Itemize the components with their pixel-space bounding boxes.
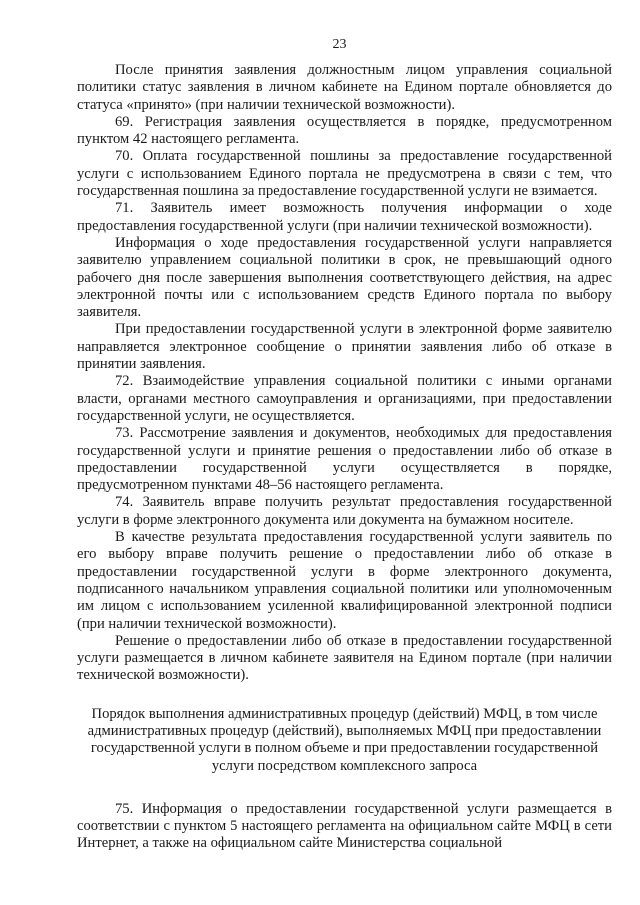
body-text-bottom <box>77 801 612 853</box>
paragraph: Информация о ходе предоставления государственной услуги направляется заявителю управлением социальной политики в срок, не превышающий одного рабочего дня после завершения выполнения соответствующего действия, на адрес электронной почты или с использованием средств Единого портала по выбору заявителя. <box>77 234 612 321</box>
paragraph-item-72: 72. Взаимодействие управления социальной политики с иными органами власти, органами местного самоуправления и организациями, при предоставлении государственной услуги, не осуществляется. <box>77 373 612 424</box>
body-text-top <box>77 62 612 685</box>
page-number: 23 <box>332 37 347 52</box>
paragraph-item-70: 70. Оплата государственной пошлины за предоставление государственной услуги с использованием Единого портала не предусмотрена в связи с тем, что государственная пошлина за предоставление государственной услуги не взимается. <box>77 148 612 200</box>
paragraph-item-71: 71. Заявитель имеет возможность получения информации о ходе предоставления государственной услуги (при наличии технической возможности). <box>77 200 612 234</box>
paragraph-item-75: 75. Информация о предоставлении государственной услуги размещается в соответствии с пунктом 5 настоящего регламента на официальном сайте МФЦ в сети Интернет, а также на официальном сайте Министерства социальной <box>77 800 612 852</box>
paragraph-item-73: 73. Рассмотрение заявления и документов, необходимых для предоставления государственной услуги и принятие решения о предоставлении либо об отказе в предоставлении государственной услуги осуществляется в порядке, предусмотренном пунктами 48–56 настоящего регламента. <box>77 425 612 494</box>
paragraph: После принятия заявления должностным лицом управления социальной политики статус заявления в личном кабинете на Едином портале обновляется до статуса «принято» (при наличии технической возможности). <box>77 62 612 113</box>
paragraph-item-74: 74. Заявитель вправе получить результат предоставления государственной услуги в форме электронного документа или документа на бумажном носителе. <box>77 494 612 528</box>
section-heading <box>77 706 612 775</box>
section-heading-text: Порядок выполнения административных процедур (действий) МФЦ, в том числе административных процедур (действий), выполняемых МФЦ при предоставлении государственной услуги в полном объеме и при предоставлении государственной услуги посредством комплексного запроса <box>87 705 602 774</box>
paragraph: В качестве результата предоставления государственной услуги заявитель по его выбору вправе получить решение о предоставлении либо об отказе в предоставлении государственной услуги в форме электронного документа, подписанного начальником управления социальной политики или уполномоченным им лицом с использованием усиленной квалифицированной электронной подписи (при наличии технической возможности). <box>77 529 612 632</box>
paragraph-item-69: 69. Регистрация заявления осуществляется в порядке, предусмотренном пунктом 42 настоящего регламента. <box>77 113 612 148</box>
paragraph: Решение о предоставлении либо об отказе в предоставлении государственной услуги размещается в личном кабинете заявителя на Едином портале (при наличии технической возможности). <box>77 632 612 684</box>
paragraph: При предоставлении государственной услуги в электронной форме заявителю направляется электронное сообщение о принятии заявления либо об отказе в принятии заявления. <box>77 321 612 373</box>
